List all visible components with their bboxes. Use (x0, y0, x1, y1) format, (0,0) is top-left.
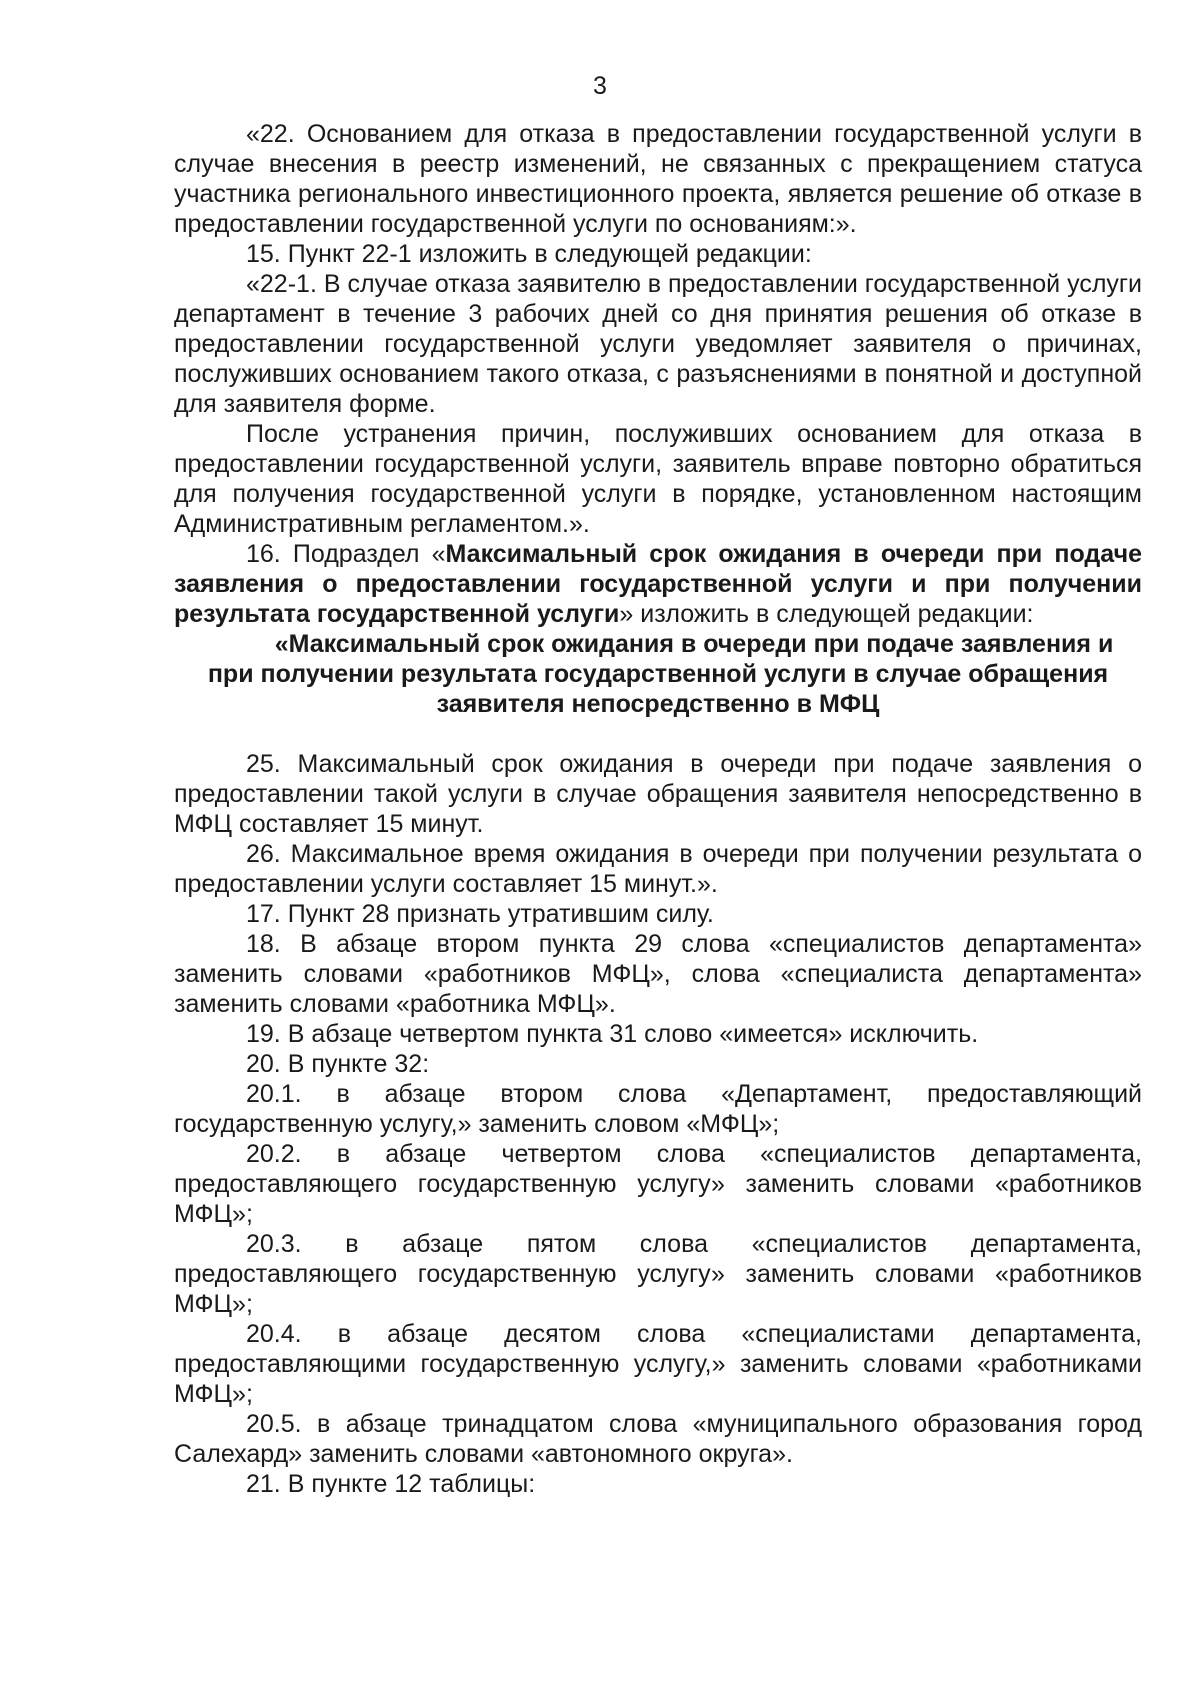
paragraph-16-subsection-title: Максимальный срок ожидания в очереди при подаче заявления о предоставлении государственной услуги и при получении результата государственной услуги (174, 540, 1142, 628)
paragraph-22: «22. Основанием для отказа в предоставлении государственной услуги в случае внесения в реестр изменений, не связанных с прекращением статуса участника регионального инвестиционного проекта, является решение об отказе в предоставлении государственной услуги по основаниям:». (174, 120, 1142, 238)
subsection-heading-line-2: при получении результата государственной услуги в случае обращения (207, 660, 1109, 688)
paragraph-22-1: «22-1. В случае отказа заявителю в предоставлении государственной услуги департамент в течение 3 рабочих дней со дня принятия решения об отказе в предоставлении государственной услуги уведомляет заявителя о причинах, послуживших основанием такого отказа, с разъяснениями в понятной и доступной для заявителя форме. (174, 270, 1142, 418)
subsection-heading-line-3: заявителя непосредственно в МФЦ (436, 690, 880, 718)
paragraph-25: 25. Максимальный срок ожидания в очереди при подаче заявления о предоставлении такой услуги в случае обращения заявителя непосредственно в МФЦ составляет 15 минут. (174, 750, 1142, 838)
paragraph-20-5: 20.5. в абзаце тринадцатом слова «муниципального образования город Салехард» заменить словами «автономного округа». (174, 1410, 1142, 1468)
paragraph-20-3: 20.3. в абзаце пятом слова «специалистов департамента, предоставляющего государственную услугу» заменить словами «работников МФЦ»; (174, 1230, 1142, 1318)
paragraph-21: 21. В пункте 12 таблицы: (246, 1470, 536, 1498)
paragraph-20: 20. В пункте 32: (246, 1050, 430, 1078)
subsection-heading (174, 629, 1142, 719)
paragraph-20-2: 20.2. в абзаце четвертом слова «специалистов департамента, предоставляющего государственную услугу» заменить словами «работников МФЦ»; (174, 1140, 1142, 1228)
paragraph-17: 17. Пункт 28 признать утратившим силу. (246, 900, 714, 928)
paragraph-15: 15. Пункт 22-1 изложить в следующей редакции: (246, 240, 812, 268)
paragraph-18: 18. В абзаце втором пункта 29 слова «специалистов департамента» заменить словами «работников МФЦ», слова «специалиста департамента» заменить словами «работника МФЦ». (174, 930, 1142, 1018)
paragraph-20-4: 20.4. в абзаце десятом слова «специалистами департамента, предоставляющими государственную услугу,» заменить словами «работниками МФЦ»; (174, 1320, 1142, 1408)
paragraph-16 (174, 539, 1142, 629)
paragraph-16-prefix: 16. Подраздел « (246, 540, 446, 568)
paragraph-16-suffix: » изложить в следующей редакции: (619, 600, 1034, 628)
page-number: 3 (593, 72, 607, 100)
paragraph-26: 26. Максимальное время ожидания в очереди при получении результата о предоставлении услуги составляет 15 минут.». (174, 840, 1142, 898)
subsection-heading-line-1: «Максимальный срок ожидания в очереди при подаче заявления и (274, 630, 1114, 658)
paragraph-after-elimination: После устранения причин, послуживших основанием для отказа в предоставлении государственной услуги, заявитель вправе повторно обратиться для получения государственной услуги в порядке, установленном настоящим Административным регламентом.». (174, 420, 1142, 538)
document-body (174, 119, 1142, 1499)
paragraph-20-1: 20.1. в абзаце втором слова «Департамент, предоставляющий государственную услугу,» заменить словом «МФЦ»; (174, 1080, 1142, 1138)
paragraph-19: 19. В абзаце четвертом пункта 31 слово «имеется» исключить. (246, 1020, 979, 1048)
